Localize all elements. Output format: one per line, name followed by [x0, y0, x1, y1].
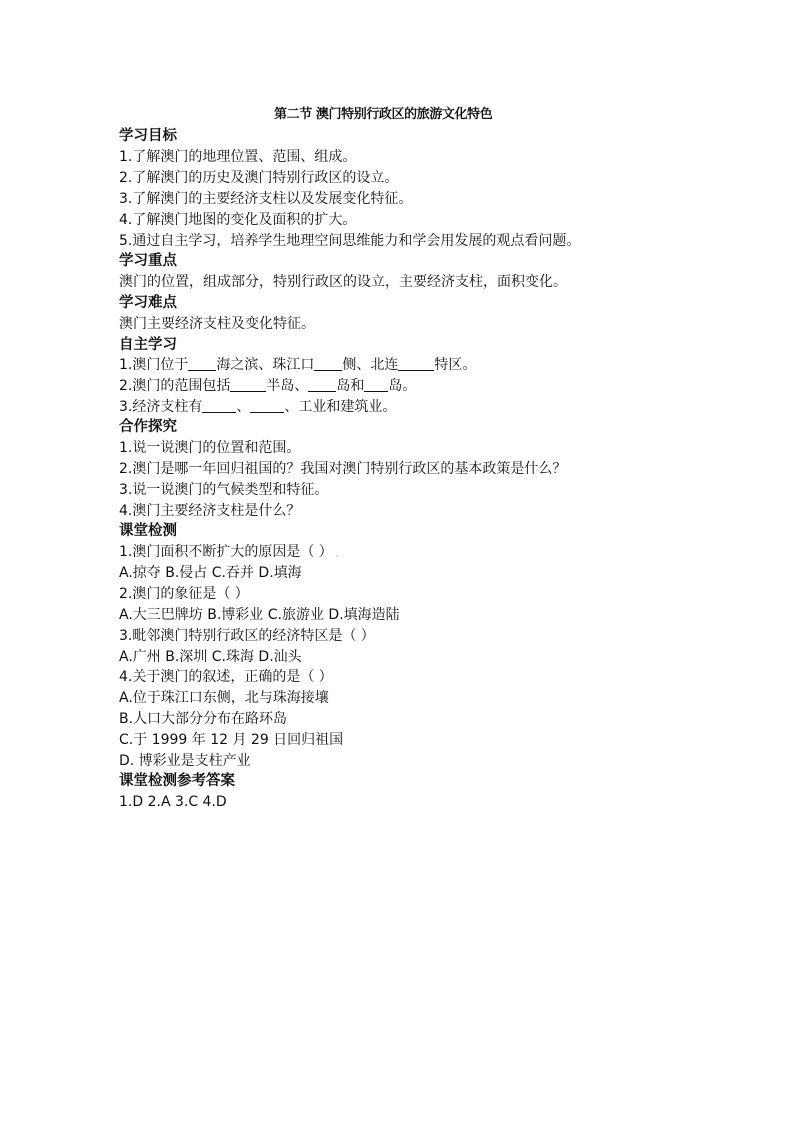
- answers-text: 1.D 2.A 3.C 4.D: [119, 794, 227, 810]
- question-text: 、: [236, 399, 251, 415]
- section-heading-difficulty: 学习难点: [119, 295, 177, 311]
- test-question: 1.澳门面积不断扩大的原因是（ ）: [119, 544, 333, 560]
- test-line: A.广州 B.深圳 C.珠海 D.汕头: [119, 649, 302, 665]
- test-line: 4.关于澳门的叙述，正确的是（ ）: [119, 669, 333, 685]
- test-line: D. 博彩业是支柱产业: [119, 753, 251, 769]
- test-line: A.位于珠江口东侧，北与珠海接壤: [119, 690, 329, 706]
- explore-item: 1.说一说澳门的位置和范围。: [119, 440, 301, 456]
- explore-item: 3.说一说澳门的气候类型和特征。: [119, 482, 329, 498]
- answer-blank[interactable]: [314, 356, 342, 371]
- test-line: 2.澳门的象征是（ ）: [119, 586, 249, 602]
- section-heading-answers: 课堂检测参考答案: [119, 773, 235, 789]
- section-heading-test: 课堂检测: [119, 523, 177, 539]
- page-title: 第二节 澳门特别行政区的旅游文化特色: [274, 107, 493, 122]
- question-text: 岛和: [336, 378, 365, 394]
- answer-blank[interactable]: [250, 398, 284, 413]
- question-text: 特区。: [434, 357, 477, 373]
- answer-blank[interactable]: [308, 377, 336, 392]
- question-text: 、工业和建筑业。: [284, 399, 397, 415]
- answer-blank[interactable]: [202, 398, 236, 413]
- goal-item: 4.了解澳门地图的变化及面积的扩大。: [119, 212, 357, 228]
- question-text: 岛。: [388, 378, 417, 394]
- question-text: 半岛、: [266, 378, 309, 394]
- goal-item: 5.通过自主学习，培养学生地理空间思维能力和学会用发展的观点看问题。: [119, 233, 581, 249]
- section-heading-self-study: 自主学习: [119, 337, 177, 353]
- key-text: 澳门的位置，组成部分，特别行政区的设立，主要经济支柱，面积变化。: [119, 274, 567, 290]
- difficulty-text: 澳门主要经济支柱及变化特征。: [119, 316, 315, 332]
- fill-question-2: [119, 377, 416, 395]
- explore-item: 2.澳门是哪一年回归祖国的？我国对澳门特别行政区的基本政策是什么？: [119, 461, 567, 477]
- fill-question-1: [119, 356, 476, 374]
- answer-blank[interactable]: [230, 377, 266, 392]
- answer-blank[interactable]: [188, 356, 216, 371]
- test-line: 3.毗邻澳门特别行政区的经济特区是（ ）: [119, 628, 375, 644]
- section-heading-explore: 合作探究: [119, 419, 177, 435]
- goal-item: 2.了解澳门的历史及澳门特别行政区的设立。: [119, 170, 399, 186]
- answer-blank[interactable]: [398, 356, 434, 371]
- test-line: A.掠夺 B.侵占 C.吞并 D.填海: [119, 565, 302, 581]
- test-line: [119, 543, 339, 564]
- test-line: C.于 1999 年 12 月 29 日回归祖国: [119, 732, 344, 748]
- goal-item: 3.了解澳门的主要经济支柱以及发展变化特征。: [119, 191, 413, 207]
- question-text: 1.澳门位于: [119, 357, 189, 373]
- section-heading-goals: 学习目标: [119, 128, 177, 144]
- test-line: B.人口大部分分布在路环岛: [119, 711, 288, 727]
- mark-dot: .: [335, 550, 339, 560]
- section-heading-key: 学习重点: [119, 253, 177, 269]
- question-text: 侧、北连: [342, 357, 399, 373]
- question-text: 海之滨、珠江口: [216, 357, 315, 373]
- test-line: A.大三巴牌坊 B.博彩业 C.旅游业 D.填海造陆: [119, 607, 400, 623]
- explore-item: 4.澳门主要经济支柱是什么？: [119, 503, 301, 519]
- goal-item: 1.了解澳门的地理位置、范围、组成。: [119, 149, 357, 165]
- fill-question-3: [119, 398, 396, 416]
- question-text: 3.经济支柱有: [119, 399, 203, 415]
- question-text: 2.澳门的范围包括: [119, 378, 231, 394]
- answer-blank[interactable]: [364, 377, 388, 392]
